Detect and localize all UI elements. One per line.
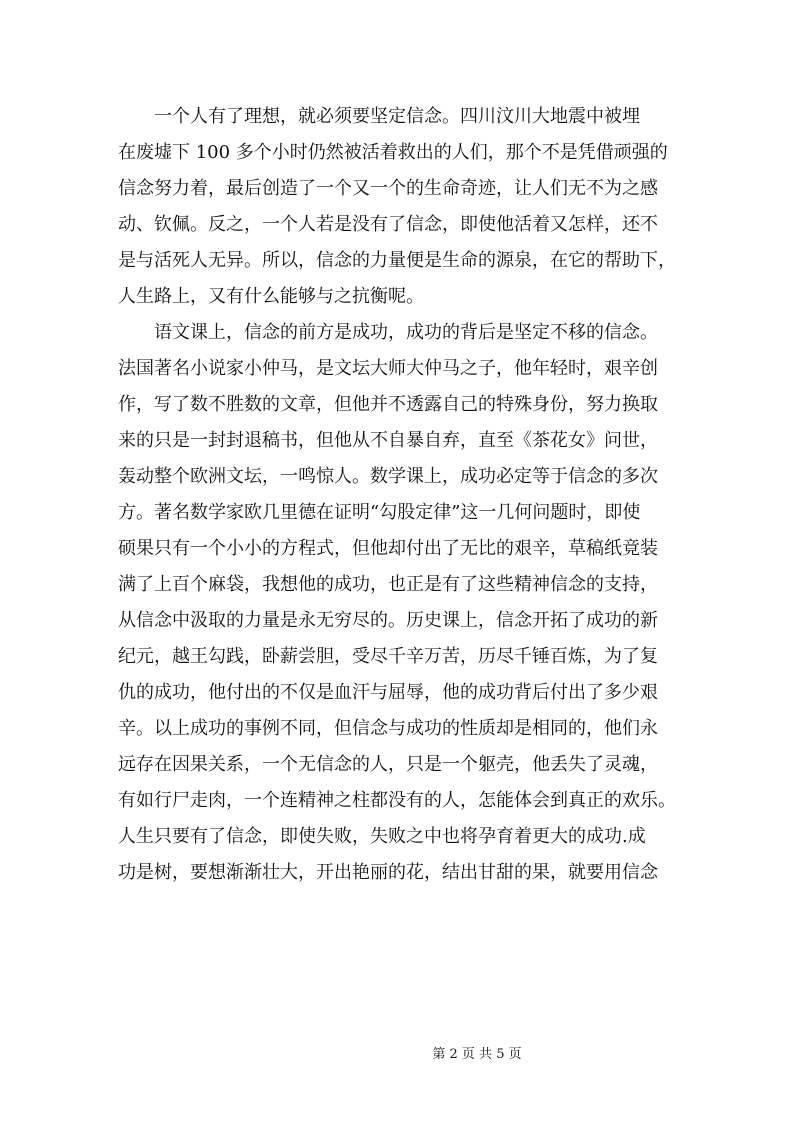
text-line: 辛。以上成功的事例不同，但信念与成功的性质却是相同的，他们永	[118, 718, 658, 739]
page-number: 第 2 页 共 5 页	[432, 1047, 522, 1062]
text-line: 功是树，要想渐渐壮大，开出艳丽的花，结出甘甜的果，就要用信念	[118, 862, 658, 883]
text-line: 从信念中汲取的力量是永无穷尽的。历史课上，信念开拓了成功的新	[118, 610, 658, 631]
text-line: 方。著名数学家欧几里德在证明“勾股定律”这一几何问题时，即使	[118, 502, 641, 523]
text-line: 远存在因果关系，一个无信念的人，只是一个躯壳，他丢失了灵魂，	[118, 754, 658, 775]
text-line: 是与活死人无异。所以，信念的力量便是生命的源泉，在它的帮助下，	[118, 250, 676, 271]
page-footer	[0, 1043, 794, 1062]
text-line: 轰动整个欧洲文坛，一鸣惊人。数学课上，成功必定等于信念的多次	[118, 466, 658, 487]
text-line: 仇的成功，他付出的不仅是血汗与屈辱，他的成功背后付出了多少艰	[118, 682, 658, 703]
text-line: 信念努力着，最后创造了一个又一个的生命奇迹，让人们无不为之感	[118, 178, 658, 199]
text-line: 有如行尸走肉，一个连精神之柱都没有的人，怎能体会到真正的欢乐。	[118, 790, 676, 811]
text-line: 动、钦佩。反之，一个人若是没有了信念，即使他活着又怎样，还不	[118, 214, 658, 235]
text-line: 在废墟下 100 多个小时仍然被活着救出的人们，那个不是凭借顽强的	[118, 142, 668, 163]
text-line: 语文课上，信念的前方是成功，成功的背后是坚定不移的信念。	[118, 322, 658, 343]
text-line: 纪元，越王勾践，卧薪尝胆，受尽千辛万苦，历尽千锤百炼，为了复	[118, 646, 658, 667]
text-line: 来的只是一封封退稿书，但他从不自暴自弃，直至《茶花女》问世，	[118, 430, 658, 451]
text-line: 硕果只有一个小小的方程式，但他却付出了无比的艰辛，草稿纸竟装	[118, 538, 658, 559]
text-line: 人生只要有了信念，即使失败，失败之中也将孕育着更大的成功.成	[118, 826, 646, 847]
text-line: 法国著名小说家小仲马，是文坛大师大仲马之子，他年轻时，艰辛创	[118, 358, 658, 379]
text-line: 一个人有了理想，就必须要坚定信念。四川汶川大地震中被埋	[118, 106, 640, 127]
body-text	[118, 99, 678, 891]
text-line: 作，写了数不胜数的文章，但他并不透露自己的特殊身份，努力换取	[118, 394, 658, 415]
text-line: 满了上百个麻袋，我想他的成功，也正是有了这些精神信念的支持，	[118, 574, 658, 595]
text-line: 人生路上，又有什么能够与之抗衡呢。	[118, 286, 424, 307]
